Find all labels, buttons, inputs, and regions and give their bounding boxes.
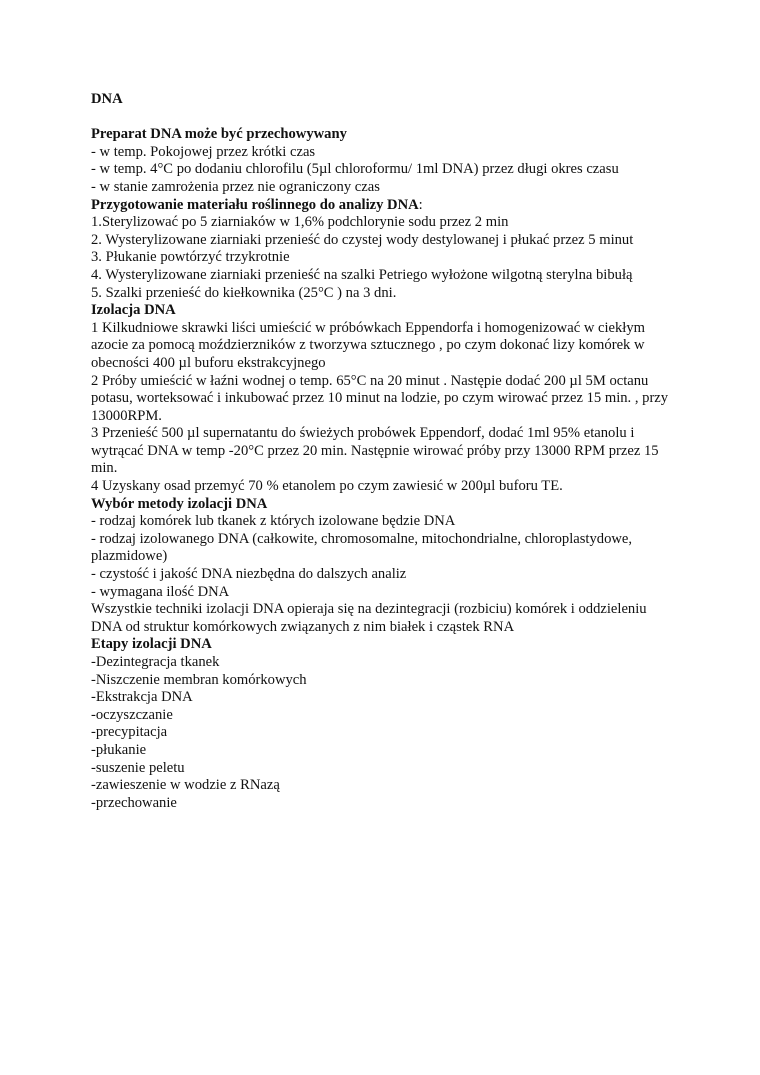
list-item: - rodzaj komórek lub tkanek z których izolowane będzie DNA — [91, 513, 456, 530]
heading-colon: : — [418, 196, 423, 213]
list-item: -zawieszenie w wodzie z RNazą — [91, 777, 280, 794]
section-heading-method-choice: Wybór metody izolacji DNA — [91, 495, 268, 512]
list-item: - w temp. 4°C po dodaniu chlorofilu (5µl chloroformu/ 1ml DNA) przez długi okres czasu — [91, 161, 619, 178]
list-item: 1 Kilkudniowe skrawki liści umieścić w próbówkach Eppendorfa i homogenizować w ciekłym azocie za pomocą moździerzników z tworzywa sztucznego , po czym dokonać lizy komórek w obecności 400 µl buforu ekstrakcyjnego — [91, 319, 646, 371]
list-item: -precypitacja — [91, 724, 168, 741]
list-item: 2 Próby umieścić w łaźni wodnej o temp. 65°C na 20 minut . Następie dodać 200 µl 5M octanu potasu, worteksować i inkubować przez 10 minut na lodzie, po czym wirować przez 15 min. , przy 13000RPM. — [91, 372, 669, 424]
list-item: -suszenie peletu — [91, 759, 185, 776]
list-item: - czystość i jakość DNA niezbędna do dalszych analiz — [91, 566, 407, 583]
section-heading-storage: Preparat DNA może być przechowywany — [91, 126, 347, 143]
list-item: 2. Wysterylizowane ziarniaki przenieść do czystej wody destylowanej i płukać przez 5 minut — [91, 231, 634, 248]
list-item: - wymagana ilość DNA — [91, 583, 230, 600]
paragraph: Wszystkie techniki izolacji DNA opieraja się na dezintegracji (rozbiciu) komórek i oddzieleniu DNA od struktur komórkowych związanych z nim białek i cząstek RNA — [91, 601, 647, 635]
list-item: -płukanie — [91, 741, 147, 758]
section-heading-stages: Etapy izolacji DNA — [91, 636, 212, 653]
list-item: 4. Wysterylizowane ziarniaki przenieść na szalki Petriego wyłożone wilgotną sterylna bibułą — [91, 266, 633, 283]
section-heading-preparation-line — [91, 197, 681, 215]
list-item: -oczyszczanie — [91, 706, 173, 723]
blank-line — [91, 109, 681, 127]
document-title: DNA — [91, 91, 123, 107]
list-item: 3 Przenieść 500 µl supernatantu do świeżych probówek Eppendorf, dodać 1ml 95% etanolu i wytrącać DNA w temp -20°C przez 20 min. Następnie wirować próby przy 13000 RPM przez 15 min. — [91, 425, 659, 477]
section-heading-preparation: Przygotowanie materiału roślinnego do analizy DNA — [91, 196, 419, 213]
document-page — [91, 91, 681, 812]
list-item: - w temp. Pokojowej przez krótki czas — [91, 143, 316, 160]
list-item: - w stanie zamrożenia przez nie ograniczony czas — [91, 178, 380, 195]
list-item: -Dezintegracja tkanek — [91, 654, 220, 670]
list-item: 1.Sterylizować po 5 ziarniaków w 1,6% podchlorynie sodu przez 2 min — [91, 214, 509, 231]
list-item: -przechowanie — [91, 794, 177, 811]
list-item: -Niszczenie membran komórkowych — [91, 671, 307, 688]
list-item: 3. Płukanie powtórzyć trzykrotnie — [91, 249, 290, 266]
list-item: 5. Szalki przenieść do kiełkownika (25°C ) na 3 dni. — [91, 284, 397, 301]
list-item: 4 Uzyskany osad przemyć 70 % etanolem po czym zawiesić w 200µl buforu TE. — [91, 478, 563, 495]
section-heading-isolation: Izolacja DNA — [91, 302, 176, 319]
list-item: -Ekstrakcja DNA — [91, 689, 193, 706]
list-item: - rodzaj izolowanego DNA (całkowite, chromosomalne, mitochondrialne, chloroplastydowe, plazmidowe) — [91, 530, 633, 565]
